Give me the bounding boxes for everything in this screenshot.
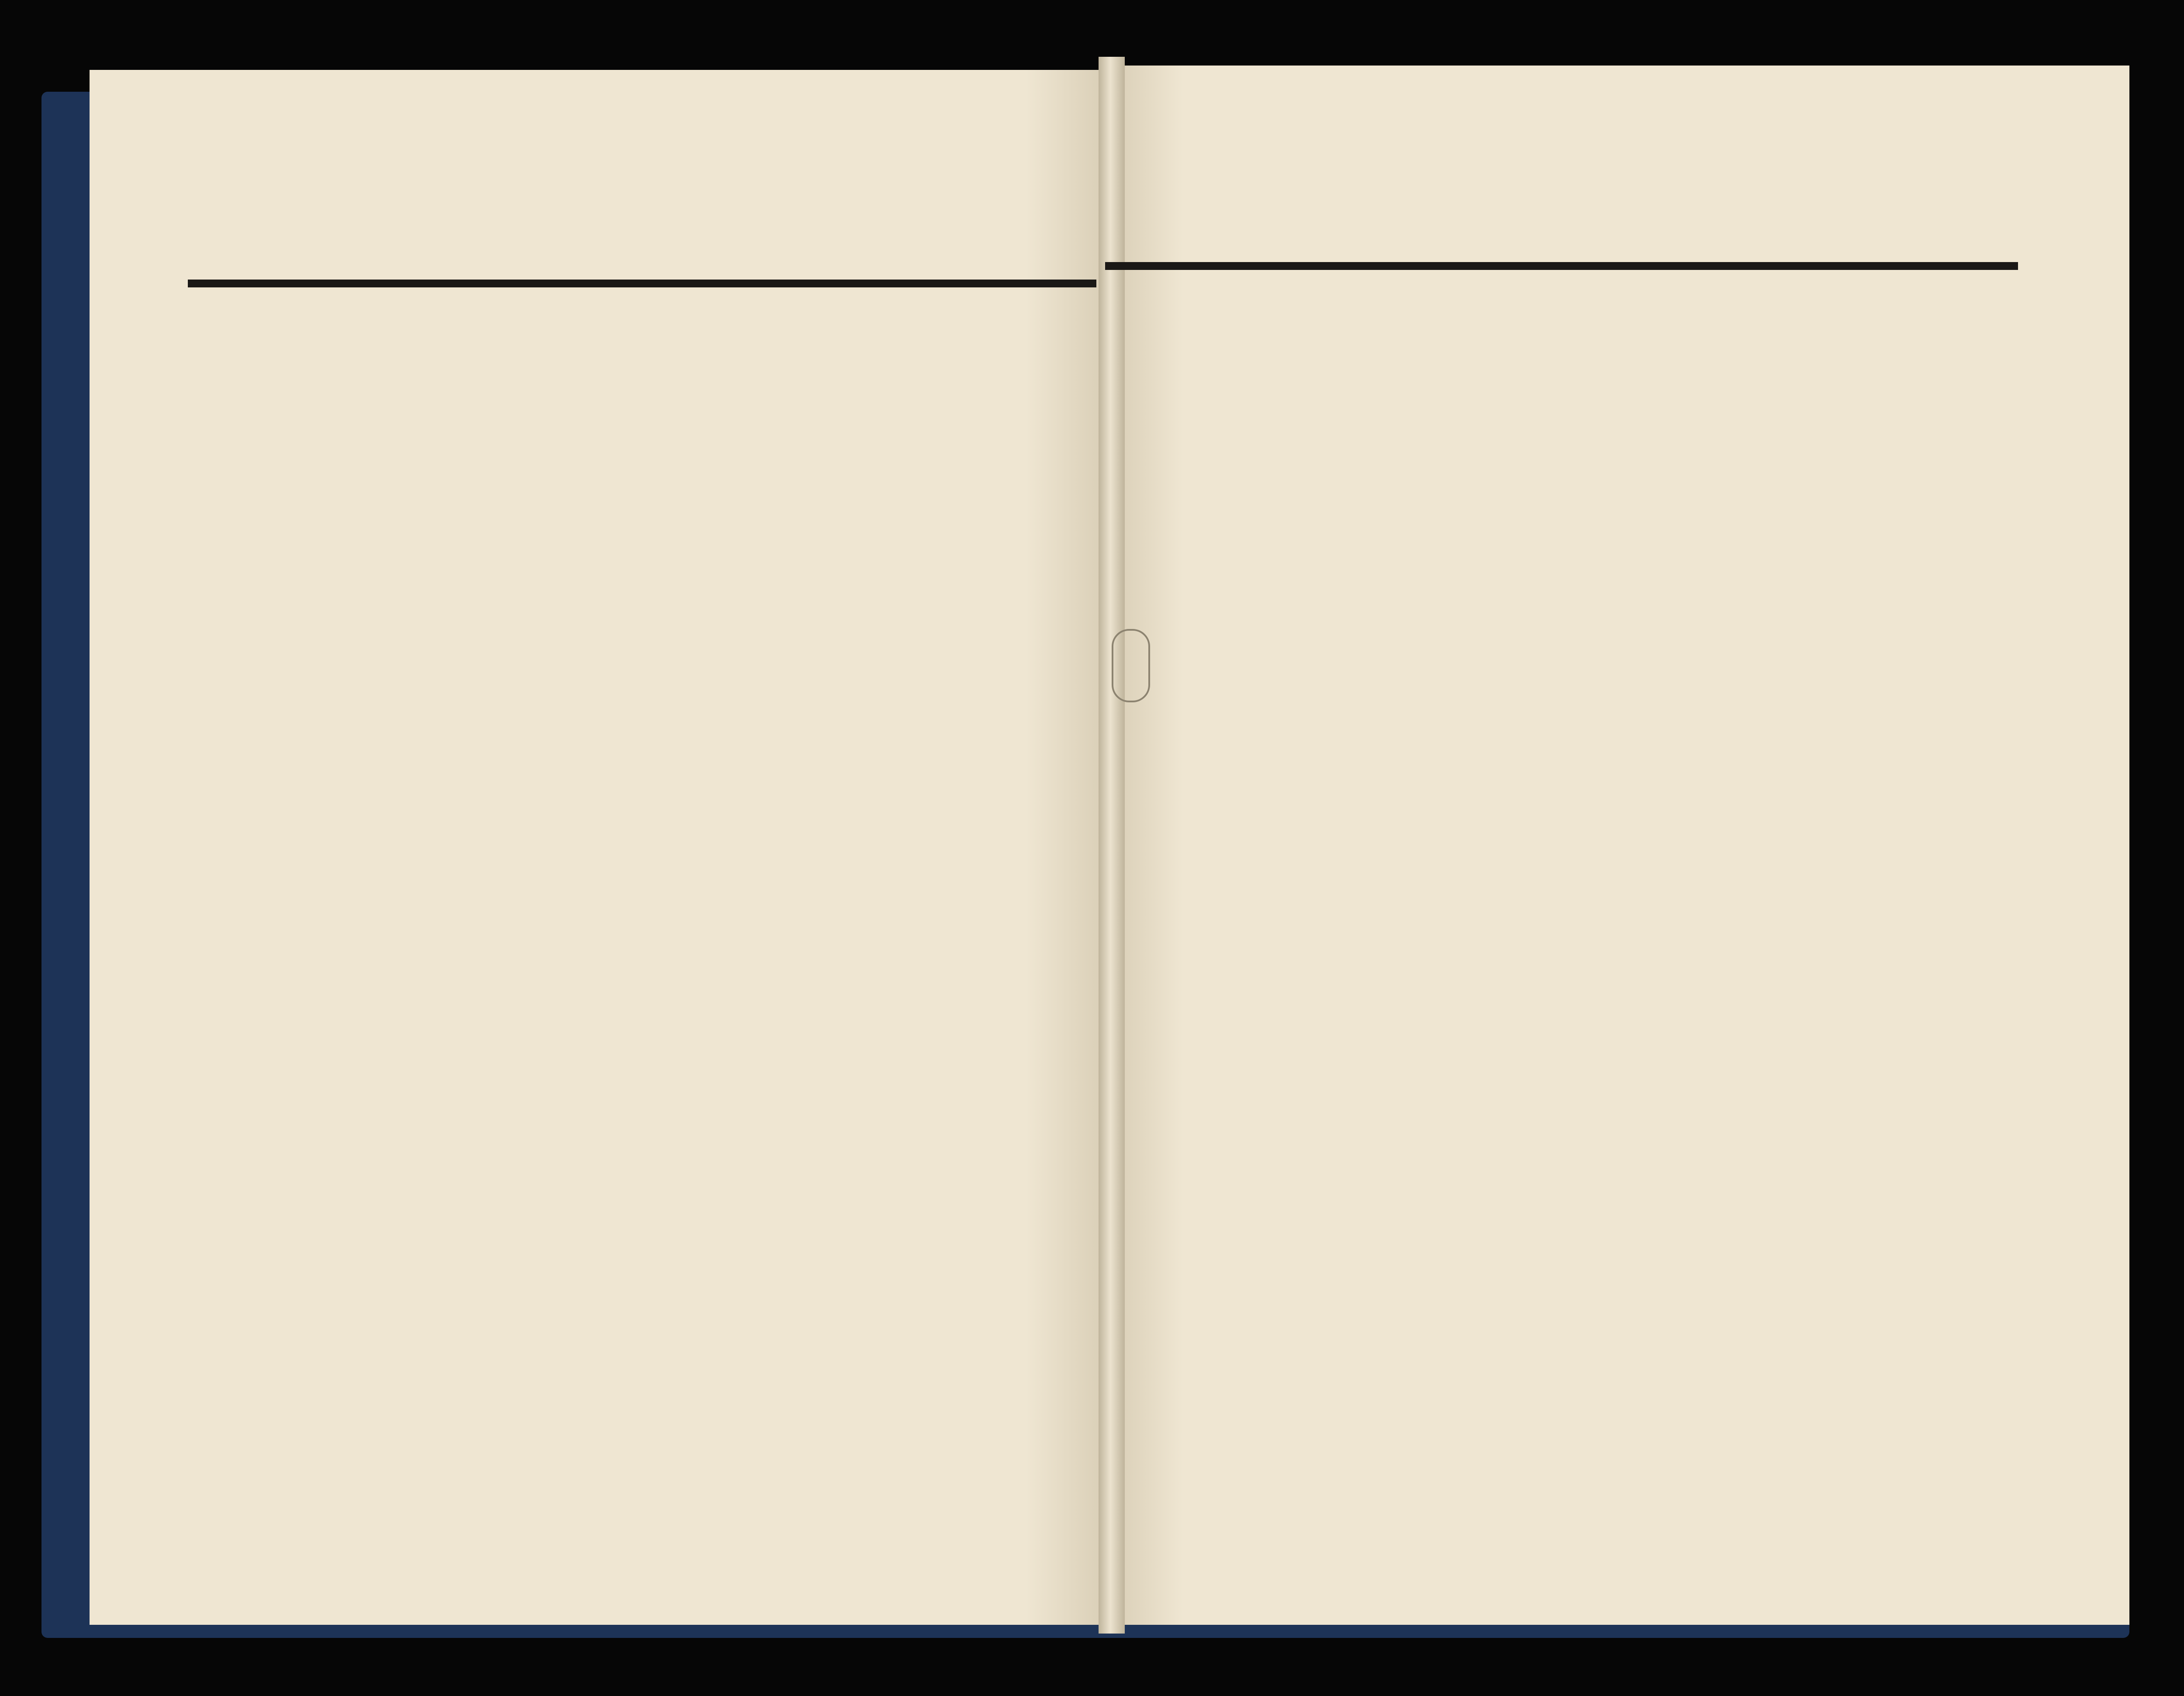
book-gutter xyxy=(1099,57,1125,1634)
left-top-rule xyxy=(188,280,1096,287)
binding-thread xyxy=(1112,629,1150,702)
left-page xyxy=(90,70,1107,1625)
right-top-rule xyxy=(1105,262,2018,270)
right-page xyxy=(1112,66,2129,1625)
